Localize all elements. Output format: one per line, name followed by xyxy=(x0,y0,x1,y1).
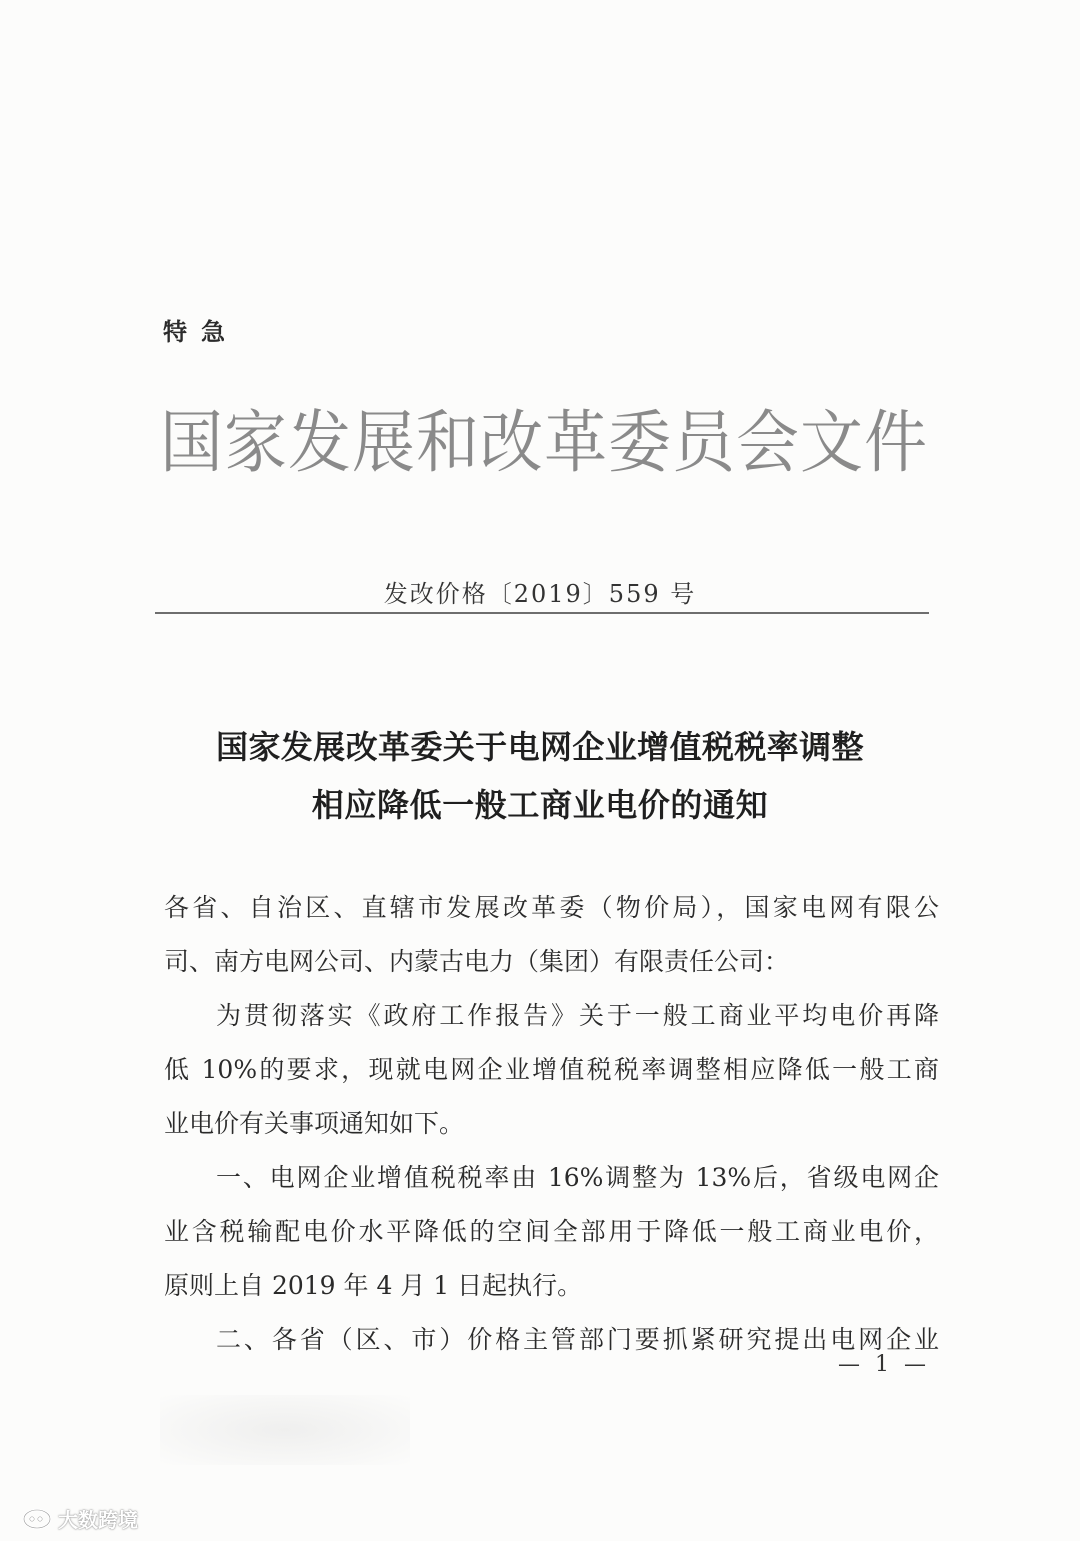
body-line-7: 业含税输配电价水平降低的空间全部用于降低一般工商业电价， xyxy=(164,1217,939,1246)
page-number: — 1 — xyxy=(838,1352,930,1377)
body-line-3: 为贯彻落实《政府工作报告》关于一般工商业平均电价再降 xyxy=(216,1001,939,1030)
document-number: 发改价格〔2019〕559 号 xyxy=(383,580,697,608)
body-line-2: 司、南方电网公司、内蒙古电力（集团）有限责任公司： xyxy=(164,947,790,976)
watermark-text: 大数跨境 xyxy=(58,1508,138,1532)
body-line-1: 各省、自治区、直辖市发展改革委（物价局），国家电网有限公 xyxy=(164,893,939,922)
watermark xyxy=(22,1504,138,1533)
watermark-logo-icon xyxy=(22,1508,52,1530)
body-line-6: 一、电网企业增值税税率由 16%调整为 13%后，省级电网企 xyxy=(216,1163,939,1192)
scan-smudge xyxy=(160,1395,410,1465)
body-line-9: 二、各省（区、市）价格主管部门要抓紧研究提出电网企业 xyxy=(216,1325,939,1354)
document-title-line-1: 国家发展改革委关于电网企业增值税税率调整 xyxy=(215,728,864,766)
body-line-4: 低 10%的要求，现就电网企业增值税税率调整相应降低一般工商 xyxy=(164,1055,939,1084)
body-line-5: 业电价有关事项通知如下。 xyxy=(164,1109,465,1138)
body-line-8: 原则上自 2019 年 4 月 1 日起执行。 xyxy=(164,1271,583,1300)
header-divider xyxy=(155,612,929,614)
document-title-line-2: 相应降低一般工商业电价的通知 xyxy=(311,786,769,824)
urgency-label: 特急 xyxy=(163,318,239,346)
issuer-heading: 国家发展和改革委员会文件 xyxy=(160,403,928,482)
